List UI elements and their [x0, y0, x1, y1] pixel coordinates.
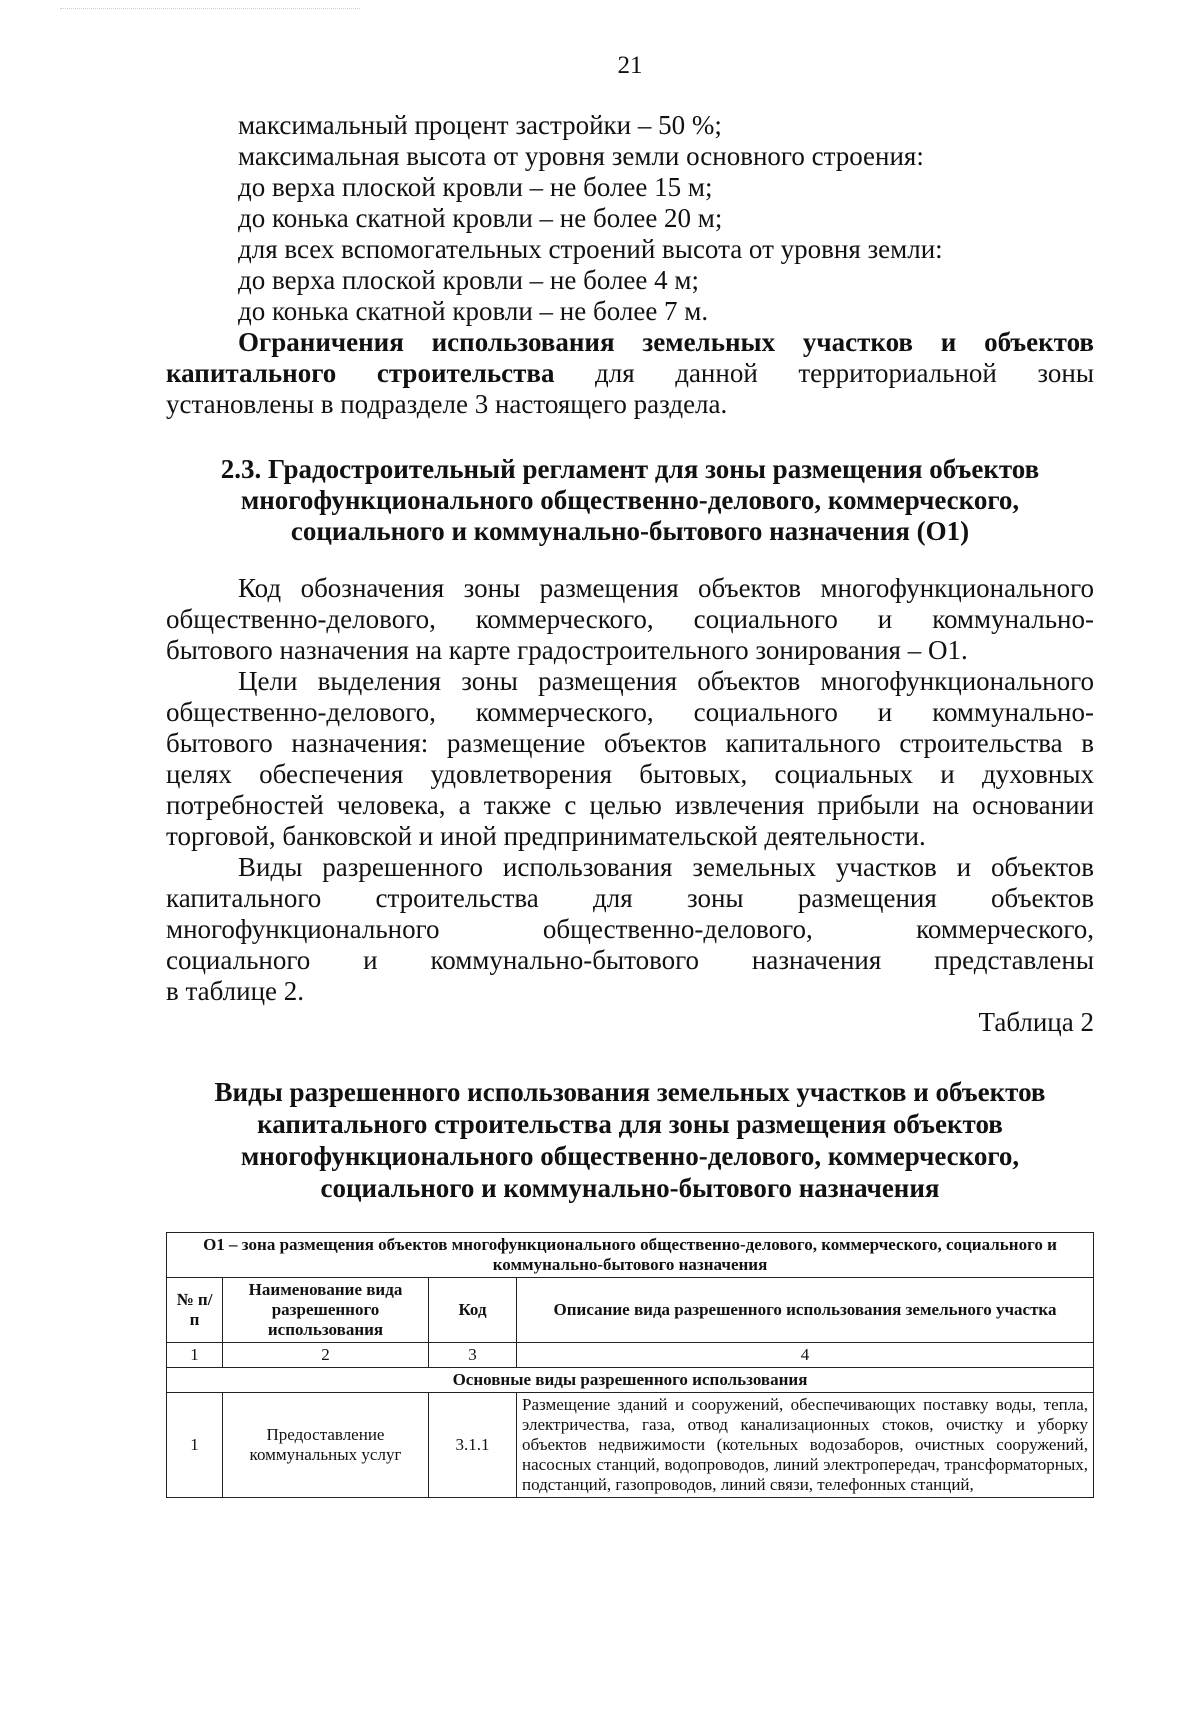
restrictions-line: установлены в подразделе 3 настоящего раздела. [166, 389, 728, 419]
table-title [166, 1076, 1094, 1204]
paragraph-line: бытового назначения: размещение объектов капитального строительства в [166, 728, 1094, 758]
list-item: для всех вспомогательных строений высота от уровня земли: [238, 234, 943, 264]
column-header: № п/п [167, 1278, 223, 1343]
column-header: Код [429, 1278, 517, 1343]
table-title-line: многофункционального общественно-делового, коммерческого, [240, 1141, 1020, 1171]
restrictions-text: для данной территориальной зоны [554, 358, 1094, 388]
restrictions-paragraph [166, 327, 1094, 420]
types-paragraph [166, 852, 1094, 1007]
section-title-line: 2.3. Градостроительный регламент для зоны размещения объектов [220, 454, 1040, 484]
column-header: Наименование вида разрешенного использования [223, 1278, 429, 1343]
section-title-line: социального и коммунально-бытового назначения (О1) [290, 516, 970, 546]
list-item: до конька скатной кровли – не более 7 м. [238, 296, 709, 326]
regulation-table [166, 1232, 1094, 1498]
goals-paragraph [166, 666, 1094, 852]
paragraph-line: социального и коммунально-бытового назначения представлены [166, 945, 1094, 975]
section-row [167, 1368, 1094, 1393]
paragraph-line: потребностей человека, а также с целью извлечения прибыли на основании [166, 790, 1094, 820]
paragraph-line: бытового назначения на карте градостроительного зонирования – О1. [166, 635, 968, 665]
paragraph-line: общественно-делового, коммерческого, социального и коммунально- [166, 697, 1094, 727]
paragraph-line: целях обеспечения удовлетворения бытовых, социальных и духовных [166, 759, 1094, 789]
table-label: Таблица 2 [978, 1007, 1094, 1037]
scan-artifact [60, 8, 360, 10]
document-body [166, 110, 1094, 1498]
paragraph-line: торговой, банковской и иной предпринимательской деятельности. [166, 821, 926, 851]
column-number: 3 [429, 1343, 517, 1368]
restrictions-line [166, 358, 1094, 389]
list-item: максимальная высота от уровня земли основного строения: [238, 141, 924, 171]
column-header: Описание вида разрешенного использования земельного участка [517, 1278, 1094, 1343]
paragraph-line: Код обозначения зоны размещения объектов многофункционального [238, 573, 1094, 603]
section-title [166, 454, 1094, 547]
column-header-row [167, 1278, 1094, 1343]
column-number: 1 [167, 1343, 223, 1368]
list-item: до верха плоской кровли – не более 15 м; [238, 172, 713, 202]
list-item: максимальный процент застройки – 50 %; [238, 110, 722, 140]
column-number: 4 [517, 1343, 1094, 1368]
row-description: Размещение зданий и сооружений, обеспечивающих поставку воды, тепла, электричества, газа, отвод канализационных стоков, очистку и уборку объектов недвижимости (котельных водозаборов, очистных сооружений, насосных станций, водопроводов, линий электропередач, трансформаторных, подстанций, газопроводов, линий связи, телефонных станций, [517, 1393, 1094, 1498]
top-list [166, 110, 1094, 327]
zone-header-cell: О1 – зона размещения объектов многофункционального общественно-делового, коммерческого, социального и коммунально-бытового назначения [167, 1233, 1094, 1278]
table-row [167, 1393, 1094, 1498]
paragraph-line: капитального строительства для зоны размещения объектов [166, 883, 1094, 913]
page-number: 21 [617, 52, 643, 79]
column-number: 2 [223, 1343, 429, 1368]
zone-header-row [167, 1233, 1094, 1278]
restrictions-line: Ограничения использования земельных участков и объектов [238, 327, 1094, 357]
row-number: 1 [167, 1393, 223, 1498]
paragraph-line: Цели выделения зоны размещения объектов многофункционального [238, 666, 1094, 696]
paragraph-line: многофункционального общественно-делового, коммерческого, [166, 914, 1094, 944]
paragraph-line: общественно-делового, коммерческого, социального и коммунально- [166, 604, 1094, 634]
table-title-line: Виды разрешенного использования земельных участков и объектов [214, 1077, 1046, 1107]
table-title-line: капитального строительства для зоны размещения объектов [257, 1109, 1003, 1139]
restrictions-bold-text: капитального строительства [166, 358, 555, 388]
table-title-line: социального и коммунально-бытового назначения [320, 1173, 940, 1203]
paragraph-line: в таблице 2. [166, 976, 305, 1006]
section-title-line: многофункционального общественно-делового, коммерческого, [240, 485, 1020, 515]
column-number-row [167, 1343, 1094, 1368]
list-item: до конька скатной кровли – не более 20 м; [238, 203, 723, 233]
row-code: 3.1.1 [429, 1393, 517, 1498]
section-label: Основные виды разрешенного использования [167, 1368, 1094, 1393]
list-item: до верха плоской кровли – не более 4 м; [238, 265, 699, 295]
code-paragraph [166, 573, 1094, 666]
paragraph-line: Виды разрешенного использования земельных участков и объектов [238, 852, 1094, 882]
row-name: Предоставление коммунальных услуг [223, 1393, 429, 1498]
